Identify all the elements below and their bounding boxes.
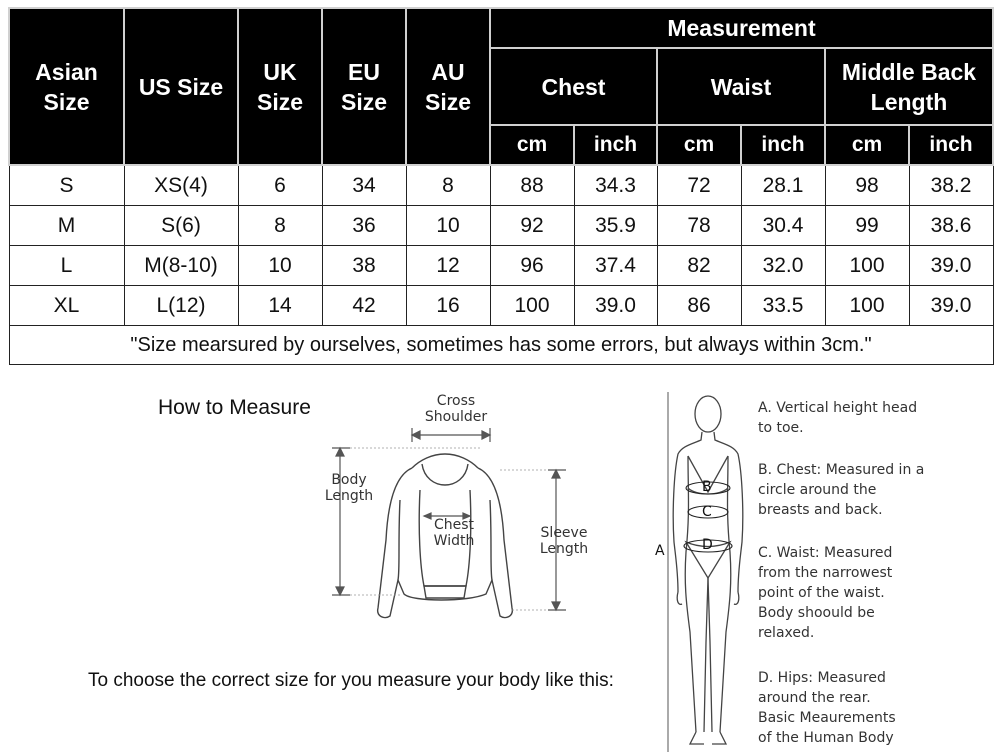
header-waist-label: Waist <box>710 73 772 100</box>
how-to-measure-title: How to Measure <box>158 396 311 419</box>
table-cell: 10 <box>238 246 322 286</box>
measurement-legend <box>758 398 994 754</box>
figure-letter-b: B <box>702 479 712 495</box>
table-cell: 14 <box>238 286 322 326</box>
header-measurement-label: Measurement <box>667 14 816 41</box>
header-unit-cm: cm <box>657 125 741 165</box>
table-body <box>9 165 993 365</box>
table-cell: L <box>9 246 124 286</box>
table-cell: 30.4 <box>741 206 825 246</box>
header-unit-cm: cm <box>825 125 909 165</box>
table-cell: 33.5 <box>741 286 825 326</box>
table-cell: 98 <box>825 165 909 206</box>
table-cell: 35.9 <box>574 206 657 246</box>
header-unit-inch: inch <box>741 125 825 165</box>
legend-item-c: C. Waist: Measured from the narrowest point of the waist. Body shoould be relaxed. <box>758 545 893 641</box>
label-body-length: Body Length <box>324 472 374 504</box>
table-row <box>9 206 993 246</box>
table-cell: 39.0 <box>574 286 657 326</box>
table-cell: 82 <box>657 246 741 286</box>
table-cell: 38.6 <box>909 206 993 246</box>
table-cell: 32.0 <box>741 246 825 286</box>
table-cell: 34.3 <box>574 165 657 206</box>
measure-instruction: To choose the correct size for you measure your body like this: <box>88 670 614 691</box>
table-cell: 88 <box>490 165 574 206</box>
size-note: "Size mearsured by ourselves, sometimes has some errors, but always within 3cm." <box>9 326 993 365</box>
header-eu-size-label: EU Size <box>340 58 388 115</box>
figure-letter-a: A <box>655 543 665 559</box>
table-cell: 10 <box>406 206 490 246</box>
header-unit-cm: cm <box>490 125 574 165</box>
table-cell: 100 <box>825 286 909 326</box>
legend-item-a: A. Vertical height head to toe. <box>758 400 918 436</box>
legend-item-d: D. Hips: Measured around the rear. Basic Meaurements of the Human Body <box>758 670 896 746</box>
table-cell: 39.0 <box>909 246 993 286</box>
table-cell: 12 <box>406 246 490 286</box>
table-row <box>9 286 993 326</box>
header-us-size <box>124 8 238 165</box>
table-cell: 16 <box>406 286 490 326</box>
table-cell: 100 <box>490 286 574 326</box>
header-uk-size-label: UK Size <box>256 58 304 115</box>
header-us-size-label: US Size <box>138 73 224 100</box>
header-unit-inch: inch <box>909 125 993 165</box>
label-sleeve-length: Sleeve Length <box>539 525 589 557</box>
table-cell: 72 <box>657 165 741 206</box>
header-middle-back-length-label: Middle Back Length <box>841 58 977 115</box>
note-row <box>9 326 993 365</box>
table-cell: M(8-10) <box>124 246 238 286</box>
table-cell: S <box>9 165 124 206</box>
table-cell: 28.1 <box>741 165 825 206</box>
header-measurement <box>490 8 993 48</box>
table-cell: 42 <box>322 286 406 326</box>
label-chest-width: Chest Width <box>433 517 475 549</box>
label-cross-shoulder: Cross Shoulder <box>424 393 488 425</box>
table-cell: 8 <box>238 206 322 246</box>
table-cell: 96 <box>490 246 574 286</box>
header-uk-size <box>238 8 322 165</box>
table-cell: 8 <box>406 165 490 206</box>
header-au-size-label: AU Size <box>424 58 472 115</box>
table-cell: M <box>9 206 124 246</box>
legend-item-b: B. Chest: Measured in a circle around the breasts and back. <box>758 462 925 518</box>
table-cell: S(6) <box>124 206 238 246</box>
header-asian-size <box>9 8 124 165</box>
table-row <box>9 246 993 286</box>
table-header <box>9 8 993 165</box>
table-cell: 38 <box>322 246 406 286</box>
header-middle-back-length <box>825 48 993 125</box>
table-cell: 38.2 <box>909 165 993 206</box>
header-au-size <box>406 8 490 165</box>
table-cell: 78 <box>657 206 741 246</box>
header-waist <box>657 48 825 125</box>
table-row <box>9 165 993 206</box>
body-figure-diagram <box>660 392 750 756</box>
table-cell: 37.4 <box>574 246 657 286</box>
table-cell: 100 <box>825 246 909 286</box>
header-chest <box>490 48 657 125</box>
table-cell: XS(4) <box>124 165 238 206</box>
header-chest-label: Chest <box>541 73 606 100</box>
figure-letter-c: C <box>702 504 712 520</box>
table-cell: 92 <box>490 206 574 246</box>
table-cell: XL <box>9 286 124 326</box>
header-asian-size-label: Asian Size <box>35 58 98 115</box>
table-cell: 86 <box>657 286 741 326</box>
header-eu-size <box>322 8 406 165</box>
table-cell: L(12) <box>124 286 238 326</box>
table-cell: 36 <box>322 206 406 246</box>
figure-letter-d: D <box>702 537 713 553</box>
size-chart-table <box>8 7 994 365</box>
table-cell: 99 <box>825 206 909 246</box>
table-cell: 6 <box>238 165 322 206</box>
table-cell: 34 <box>322 165 406 206</box>
header-unit-inch: inch <box>574 125 657 165</box>
table-cell: 39.0 <box>909 286 993 326</box>
